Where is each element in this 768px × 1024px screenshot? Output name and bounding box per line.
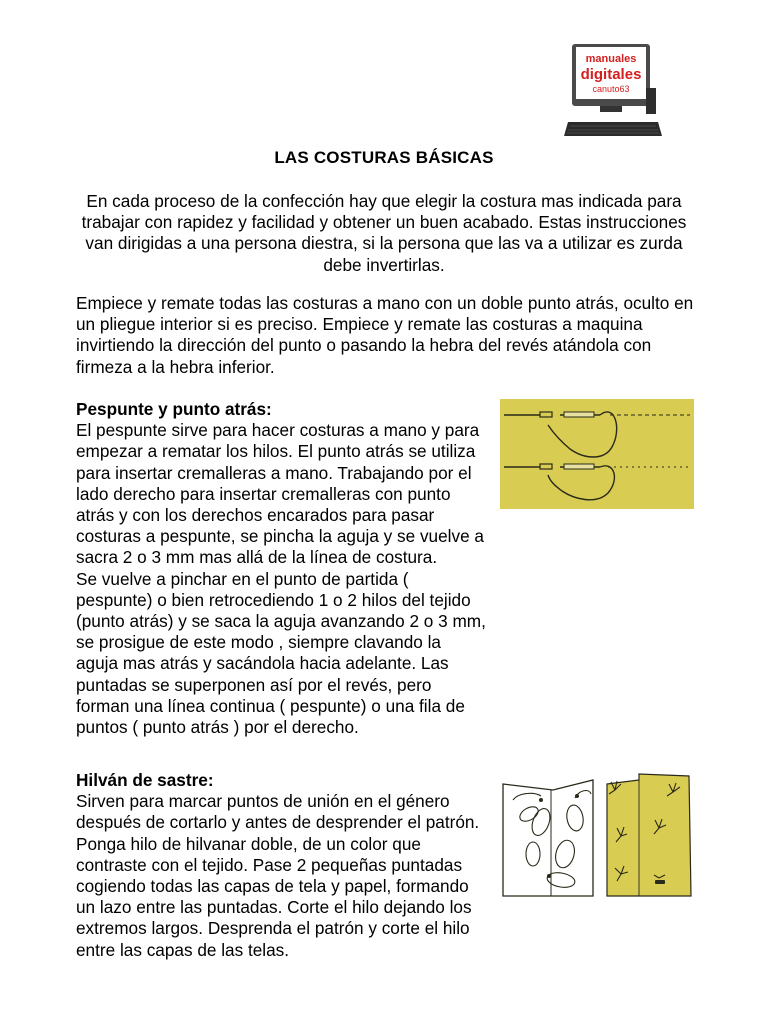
- section-body-continued: Se vuelve a pinchar en el punto de partida ( pespunte) o bien retrocediendo 1 o 2 hilos del tejido (punto atrás) y se saca la aguja avanzando 2 o 3 mm, se prosigue de este modo , siempre clavando la aguja mas atrás y sacándola hacia adelante. Las puntadas se superponen así por el revés, pero forman una línea continua ( pespunte) o una fila de puntos ( punto atrás ) por el derecho.: [76, 568, 486, 738]
- section-hilvan-de-sastre: [76, 770, 486, 961]
- intro-paragraph: En cada proceso de la confección hay que elegir la costura mas indicada para trabajar con rapidez y facilidad y obtener un buen acabado. Estas instrucciones van dirigidas a una persona diestra, si la persona que las va a utilizar es zurda debe invertirlas.: [81, 191, 687, 275]
- logo-line-2: digitales: [580, 66, 642, 83]
- body-paragraph: Empiece y remate todas las costuras a mano con un doble punto atrás, oculto en un pliegue interior si es preciso. Empiece y remate las costuras a maquina invirtiendo la dirección del punto o pasando la hebra del revés atándola con firmeza a la hebra inferior.: [76, 293, 694, 377]
- section-heading: Pespunte y punto atrás:: [76, 399, 272, 419]
- section-body: Sirven para marcar puntos de unión en el género después de cortarlo y antes de desprender el patrón. Ponga hilo de hilvanar doble, de un color que contraste con el tejido. Pase 2 pequeñas puntadas cogiendo todas las capas de tela y papel, formando un lazo entre las puntadas. Corte el hilo dejando los extremos largos. Desprenda el patrón y corte el hilo entre las capas de las telas.: [76, 791, 480, 960]
- section-heading: Hilván de sastre:: [76, 770, 214, 790]
- section-body: El pespunte sirve para hacer costuras a mano y para empezar a rematar los hilos. El punto atrás se utiliza para insertar cremalleras a mano. Trabajando por el lado derecho para insertar cremalleras con punto atrás y con los derechos encarados para pasar costuras a pespunte, se pincha la aguja y se vuelve a sacra 2 o 3 mm mas allá de la línea de costura.: [76, 420, 484, 568]
- logo-line-1: manuales: [585, 53, 637, 65]
- tailors-tack-illustration: [499, 770, 695, 902]
- backstitch-illustration: [500, 399, 694, 509]
- page-title: LAS COSTURAS BÁSICAS: [274, 148, 494, 167]
- section-pespunte: [76, 399, 486, 738]
- manuales-digitales-logo: [562, 42, 666, 138]
- logo-line-3: canuto63: [592, 84, 630, 94]
